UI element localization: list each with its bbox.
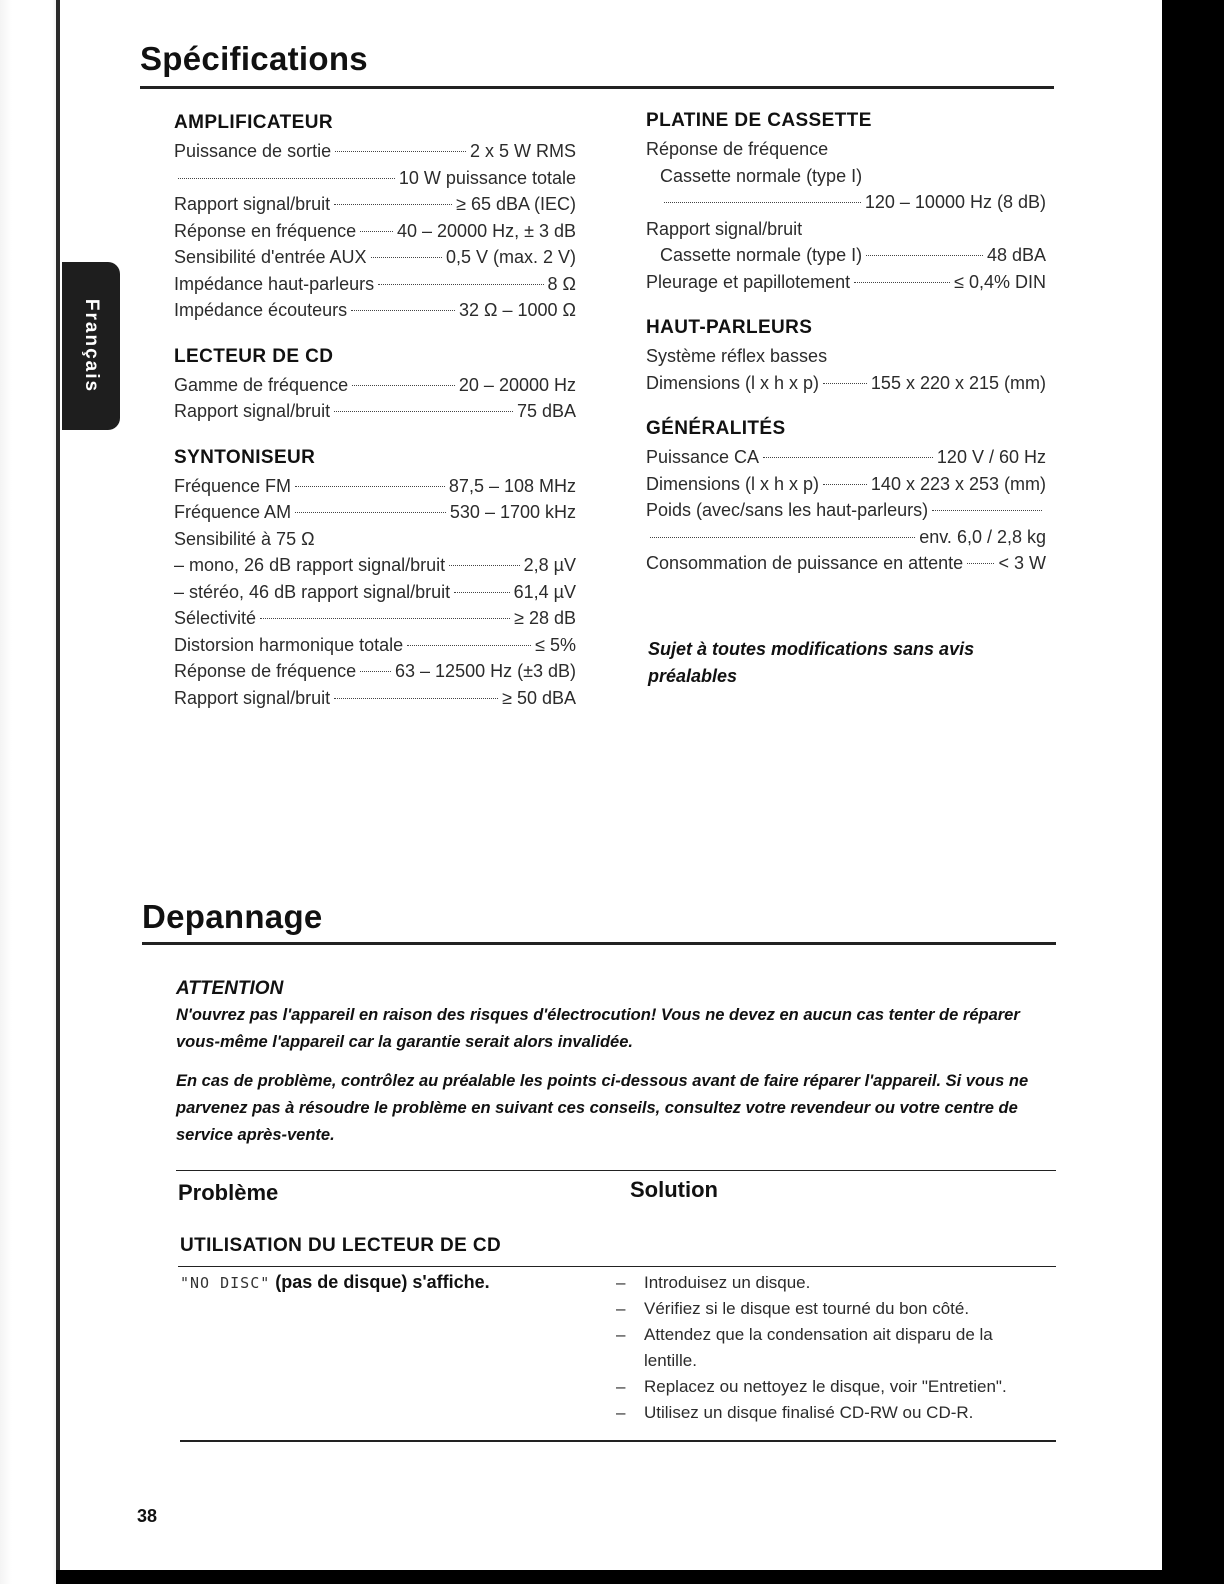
scan-edge-left xyxy=(0,0,60,1584)
problem-no-disc xyxy=(180,1272,490,1293)
dot-leader xyxy=(360,671,391,672)
spec-value: 63 – 12500 Hz (±3 dB) xyxy=(395,661,576,681)
spec-value: 120 V / 60 Hz xyxy=(936,447,1046,467)
spec-row xyxy=(174,473,576,500)
language-tab xyxy=(62,262,120,430)
troubleshooting-rule xyxy=(142,942,1056,945)
spec-label: – mono, 26 dB rapport signal/bruit xyxy=(174,555,446,575)
spec-label: Dimensions (l x h x p) xyxy=(646,473,820,494)
spec-row xyxy=(174,658,576,685)
spec-value: < 3 W xyxy=(998,553,1046,573)
spec-label: Impédance haut-parleurs xyxy=(174,273,375,294)
spec-row xyxy=(646,471,1046,498)
solution-text: Utilisez un disque finalisé CD-RW ou CD-R. xyxy=(644,1403,974,1422)
spec-row xyxy=(174,499,576,526)
spec-left-column xyxy=(174,112,576,711)
dot-leader xyxy=(866,255,983,256)
spec-label: Cassette normale (type I) xyxy=(660,245,863,265)
solution-text: Introduisez un disque. xyxy=(644,1273,811,1292)
speakers-heading: HAUT-PARLEURS xyxy=(646,317,813,338)
spec-label: Réponse en fréquence xyxy=(174,220,357,241)
dot-leader xyxy=(360,231,393,232)
dash: – xyxy=(616,1377,626,1396)
scan-edge-right xyxy=(1162,0,1224,1584)
spec-label: Dimensions (l x h x p) xyxy=(646,372,820,393)
spec-row xyxy=(174,685,576,712)
scan-edge-bottom xyxy=(56,1570,1224,1584)
spec-value: 87,5 – 108 MHz xyxy=(448,475,576,496)
dot-leader xyxy=(295,512,446,513)
dot-leader xyxy=(351,310,455,311)
spec-row xyxy=(174,218,576,245)
spec-row xyxy=(174,138,576,165)
spec-label: Rapport signal/bruit xyxy=(174,194,331,214)
spec-row xyxy=(174,605,576,632)
page-number: 38 xyxy=(137,1506,158,1526)
spec-row xyxy=(174,398,576,425)
spec-row xyxy=(174,297,576,324)
attention-block xyxy=(176,976,1036,1149)
dot-leader xyxy=(334,204,452,205)
spec-row xyxy=(646,497,1046,524)
dot-leader xyxy=(334,698,498,699)
spec-label: Poids (avec/sans les haut-parleurs) xyxy=(646,500,929,520)
spec-value: 2,8 µV xyxy=(523,555,576,575)
spec-row xyxy=(174,165,576,192)
cassette-snr-label: Rapport signal/bruit xyxy=(646,218,803,239)
spec-row xyxy=(646,269,1046,296)
spec-label: Sensibilité d'entrée AUX xyxy=(174,247,367,267)
spec-value: 530 – 1700 kHz xyxy=(449,502,576,522)
spec-row xyxy=(646,242,1046,269)
spec-label: Sélectivité xyxy=(174,608,257,628)
tuner-section xyxy=(174,447,576,712)
spec-value: 32 Ω – 1000 Ω xyxy=(459,300,576,320)
advice-text: En cas de problème, contrôlez au préalable les points ci-dessous avant de faire réparer l'appareil. Si vous ne parvenez pas à résoudre le problème en suivant ces conseils, consultez votre revendeur ou votre centre de service après-vente. xyxy=(176,1072,1029,1144)
spec-label: Rapport signal/bruit xyxy=(174,687,331,708)
spec-label: Puissance de sortie xyxy=(174,141,332,161)
section-rule xyxy=(178,1266,1056,1267)
solution-list xyxy=(616,1270,1046,1426)
cd-usage-heading: UTILISATION DU LECTEUR DE CD xyxy=(180,1235,502,1256)
solution-text: Vérifiez si le disque est tourné du bon côté. xyxy=(644,1299,970,1318)
dot-leader xyxy=(335,151,466,152)
cassette-freq-label: Réponse de fréquence xyxy=(646,139,829,159)
speakers-section xyxy=(646,317,1046,396)
speakers-system: Système réflex basses xyxy=(646,346,828,366)
dot-leader xyxy=(449,565,519,566)
solution-text: Replacez ou nettoyez le disque, voir "Entretien". xyxy=(644,1377,1007,1396)
dot-leader xyxy=(178,178,395,179)
amplifier-section xyxy=(174,112,576,324)
spec-row xyxy=(646,189,1046,216)
dash: – xyxy=(616,1299,626,1318)
spec-label: Gamme de fréquence xyxy=(174,374,349,395)
spec-value: 20 – 20000 Hz xyxy=(458,374,576,395)
spec-row xyxy=(174,579,576,606)
spec-label: Distorsion harmonique totale xyxy=(174,634,404,655)
column-header-problem: Problème xyxy=(178,1180,279,1205)
spec-row xyxy=(646,444,1046,471)
spec-right-column xyxy=(646,110,1046,577)
spec-value: 120 – 10000 Hz (8 dB) xyxy=(864,192,1046,212)
attention-heading: ATTENTION xyxy=(176,978,284,999)
dot-leader xyxy=(260,618,510,619)
spec-label: Rapport signal/bruit xyxy=(174,401,331,421)
dot-leader xyxy=(334,411,513,412)
spec-row xyxy=(646,550,1046,577)
dot-leader xyxy=(823,383,867,384)
spec-value: 0,5 V (max. 2 V) xyxy=(445,247,576,267)
dot-leader xyxy=(967,563,994,564)
scan-binding-line xyxy=(56,0,60,1584)
dot-leader xyxy=(650,537,915,538)
spec-value: ≥ 50 dBA xyxy=(502,687,576,708)
dash: – xyxy=(616,1403,626,1422)
column-header-solution: Solution xyxy=(630,1177,718,1202)
solution-text: Attendez que la condensation ait disparu de la lentille. xyxy=(644,1325,993,1370)
spec-label: Puissance CA xyxy=(646,447,760,467)
solution-item xyxy=(616,1270,1046,1296)
cd-player-section xyxy=(174,346,576,425)
spec-value: env. 6,0 / 2,8 kg xyxy=(919,526,1046,547)
spec-label: Fréquence AM xyxy=(174,502,292,522)
spec-label: Consommation de puissance en attente xyxy=(646,553,964,573)
spec-row xyxy=(174,271,576,298)
spec-row xyxy=(174,244,576,271)
dot-leader xyxy=(407,645,531,646)
solution-item xyxy=(616,1374,1046,1400)
solution-item xyxy=(616,1322,1046,1374)
cassette-freq-sub: Cassette normale (type I) xyxy=(660,165,863,186)
spec-value: 8 Ω xyxy=(547,273,576,294)
dot-leader xyxy=(378,284,543,285)
table-bottom-rule xyxy=(180,1440,1056,1442)
spec-row xyxy=(174,372,576,399)
spec-value: ≥ 28 dB xyxy=(514,608,576,628)
sensitivity-label: Sensibilité à 75 Ω xyxy=(174,528,315,549)
troubleshooting-title: Depannage xyxy=(142,898,323,935)
table-top-rule xyxy=(176,1170,1056,1171)
dot-leader xyxy=(823,484,867,485)
dot-leader xyxy=(664,202,861,203)
dash: – xyxy=(616,1325,626,1344)
spec-value: ≥ 65 dBA (IEC) xyxy=(456,194,576,214)
dash: – xyxy=(616,1273,626,1292)
spec-row xyxy=(174,191,576,218)
amplifier-heading: AMPLIFICATEUR xyxy=(174,112,333,133)
spec-row xyxy=(646,524,1046,551)
spec-label: Fréquence FM xyxy=(174,475,292,496)
spec-row xyxy=(174,552,576,579)
cassette-heading: PLATINE DE CASSETTE xyxy=(646,110,872,131)
problem-text: (pas de disque) s'affiche. xyxy=(275,1272,490,1292)
solution-item xyxy=(616,1296,1046,1322)
specifications-title: Spécifications xyxy=(140,40,368,77)
spec-value: 140 x 223 x 253 (mm) xyxy=(870,473,1046,494)
spec-row xyxy=(174,632,576,659)
tuner-heading: SYNTONISEUR xyxy=(174,446,316,468)
general-section xyxy=(646,418,1046,577)
attention-text: N'ouvrez pas l'appareil en raison des risques d'électrocution! Vous ne devez en aucun cas tenter de réparer vous-même l'appareil car la garantie serait alors invalidée. xyxy=(176,1006,1020,1051)
dot-leader xyxy=(352,385,455,386)
dot-leader xyxy=(454,592,509,593)
dot-leader xyxy=(295,486,445,487)
dot-leader xyxy=(854,282,950,283)
spec-value: 10 W puissance totale xyxy=(398,167,576,188)
specifications-notice: Sujet à toutes modifications sans avis préalables xyxy=(648,639,975,686)
dot-leader xyxy=(932,510,1042,511)
cd-player-heading: LECTEUR DE CD xyxy=(174,345,334,367)
spec-value: 48 dBA xyxy=(986,245,1046,265)
spec-label: – stéréo, 46 dB rapport signal/bruit xyxy=(174,581,451,602)
spec-label: Impédance écouteurs xyxy=(174,300,348,320)
spec-label: Réponse de fréquence xyxy=(174,661,357,681)
dot-leader xyxy=(763,457,933,458)
cassette-section xyxy=(646,110,1046,295)
spec-row xyxy=(646,370,1046,397)
spec-value: 61,4 µV xyxy=(513,581,576,602)
solution-item xyxy=(616,1400,1046,1426)
spec-value: ≤ 5% xyxy=(535,634,576,655)
lcd-display-text: "NO DISC" xyxy=(180,1274,271,1292)
spec-value: ≤ 0,4% DIN xyxy=(954,271,1046,292)
spec-value: 155 x 220 x 215 (mm) xyxy=(870,372,1046,393)
spec-value: 75 dBA xyxy=(516,401,576,421)
spec-value: 2 x 5 W RMS xyxy=(469,141,576,161)
language-tab-label: Français xyxy=(81,298,102,394)
specifications-rule xyxy=(140,86,1054,89)
spec-value: 40 – 20000 Hz, ± 3 dB xyxy=(397,220,576,241)
spec-label: Pleurage et papillotement xyxy=(646,271,851,292)
general-heading: GÉNÉRALITÉS xyxy=(646,418,786,439)
dot-leader xyxy=(371,257,442,258)
